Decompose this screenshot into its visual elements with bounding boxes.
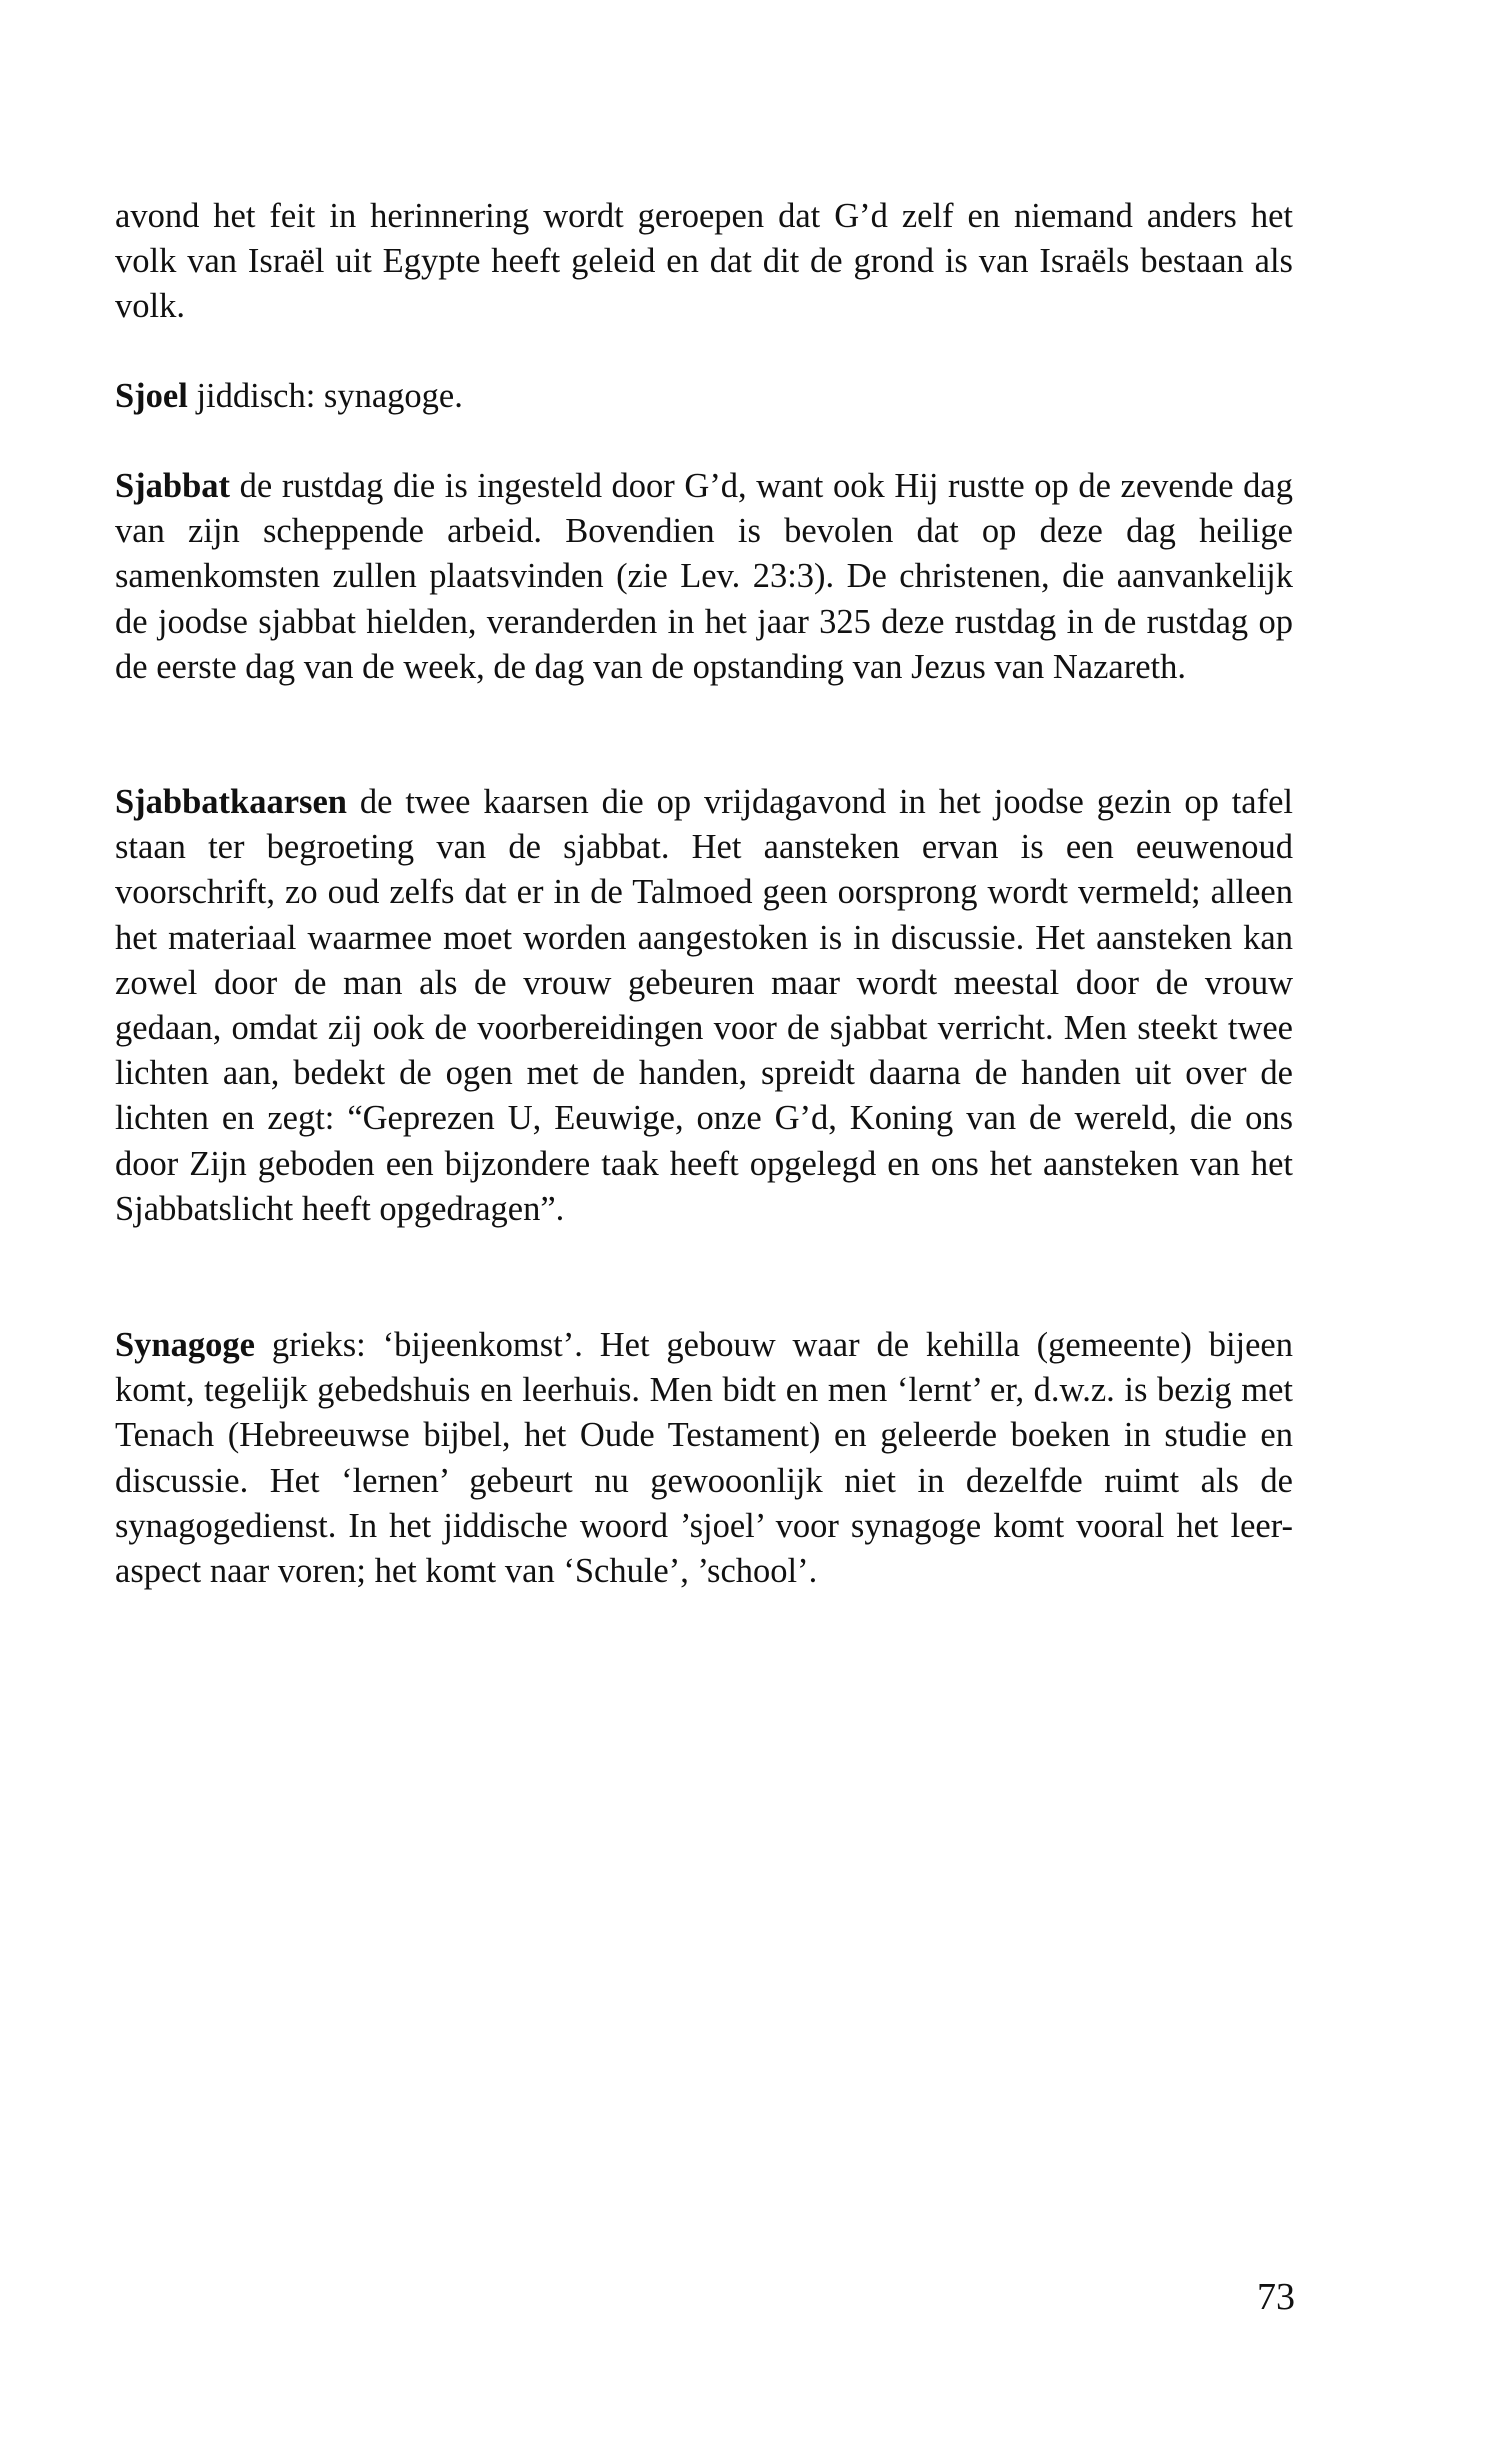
glossary-entry-sjabbat	[115, 464, 1293, 690]
glossary-entry-sjabbatkaarsen	[115, 780, 1293, 1232]
entry-term: Synagoge	[115, 1326, 255, 1364]
page-number: 73	[1257, 2276, 1295, 2318]
entry-definition: de rustdag die is ingesteld door G’d, want ook Hij rustte op de zevende dag van zijn scheppende arbeid. Bovendien is bevolen dat op deze dag heilige samenkomsten zullen plaatsvinden (zie Lev. 23:3). De christenen, die aanvankelijk de joodse sjabbat hielden, veranderden in het jaar 325 deze rustdag in de rustdag op de eerste dag van de week, de dag van de opstanding van Jezus van Nazareth.	[115, 467, 1293, 686]
intro-paragraph: avond het feit in herinnering wordt geroepen dat G’d zelf en niemand anders het volk van Israël uit Egypte heeft geleid en dat dit de grond is van Israëls bestaan als volk.	[115, 197, 1293, 326]
entry-definition: grieks: ‘bijeenkomst’. Het gebouw waar de kehilla (gemeente) bijeen komt, tegelijk gebedshuis en leerhuis. Men bidt en men ‘lernt’ er, d.w.z. is bezig met Tenach (Hebreeuwse bijbel, het Oude Testament) en geleerde boeken in studie en discussie. Het ‘lernen’ gebeurt nu gewooonlijk niet in dezelfde ruimt als de synagogedienst. In het jiddische woord ’sjoel’ voor synagoge komt vooral het leer-aspect naar voren; het komt van ‘Schule’, ’school’.	[115, 1326, 1293, 1591]
entry-term: Sjabbatkaarsen	[115, 783, 347, 821]
entry-term: Sjoel	[115, 377, 188, 415]
entry-term: Sjabbat	[115, 467, 231, 505]
glossary-entry-sjoel	[115, 374, 1293, 419]
entry-definition: de twee kaarsen die op vrijdagavond in het joodse gezin op tafel staan ter begroeting van de sjabbat. Het aansteken ervan is een eeuwenoud voorschrift, zo oud zelfs dat er in de Talmoed geen oorsprong wordt vermeld; alleen het materiaal waarmee moet worden aangestoken is in discussie. Het aansteken kan zowel door de man als de vrouw gebeuren maar wordt meestal door de vrouw gedaan, omdat zij ook de voorbereidingen voor de sjabbat verricht. Men steekt twee lichten aan, bedekt de ogen met de handen, spreidt daarna de handen uit over de lichten en zegt: “Geprezen U, Eeuwige, onze G’d, Koning van de wereld, die ons door Zijn geboden een bijzondere taak heeft opgelegd en ons het aansteken van het Sjabbatslicht heeft opgedragen”.	[115, 783, 1293, 1228]
glossary-entry-synagoge	[115, 1323, 1293, 1594]
entry-definition: jiddisch: synagoge.	[187, 377, 463, 415]
